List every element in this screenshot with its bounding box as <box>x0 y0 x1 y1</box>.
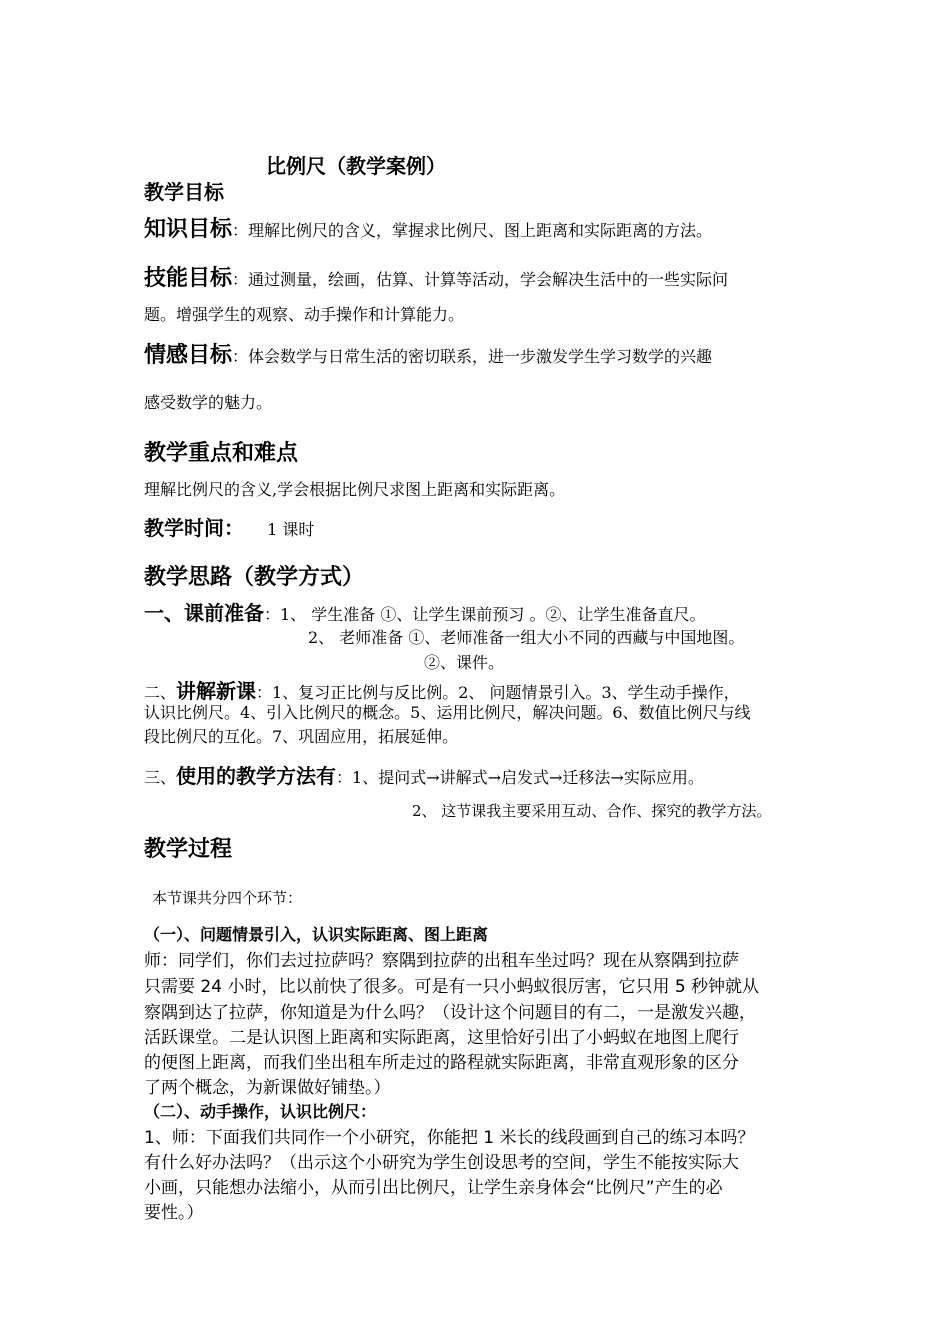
prep-line-2: 2、 老师准备 ①、老师准备一组大小不同的西藏与中国地图。 <box>308 628 745 647</box>
section-heading-process: 教学过程 <box>144 837 233 862</box>
process-intro: 本节课共分四个环节： <box>152 889 303 907</box>
emotion-goal-text: ：体会数学与日常生活的密切联系，进一步激发学生学习数学的兴趣 <box>232 347 713 366</box>
skill-goal-label: 技能目标 <box>144 266 233 291</box>
new-lesson-line-2: 认识比例尺。4、引入比例尺的概念。5、运用比例尺，解决问题。6、数值比例尺与线 <box>144 703 751 722</box>
section-heading-goals: 教学目标 <box>144 180 224 204</box>
emotion-goal-label: 情感目标 <box>144 343 233 368</box>
methods-label: 使用的教学方法有 <box>176 764 337 788</box>
prep-line-1 <box>144 597 705 626</box>
teaching-time <box>144 512 314 541</box>
methods-prefix: 三、 <box>144 768 177 787</box>
knowledge-goal <box>144 212 712 243</box>
skill-goal <box>144 261 728 292</box>
new-lesson-line-3: 段比例尺的互化。7、巩固应用，拓展延伸。 <box>144 727 459 746</box>
prep-line-3: ②、课件。 <box>424 653 505 672</box>
part2-line: 要性。） <box>144 1203 204 1223</box>
methods-line-1 <box>144 760 704 789</box>
methods-text-1: ：1、提问式→讲解式→启发式→迁移法→实际应用。 <box>336 768 704 787</box>
part1-line: 师：同学们，你们去过拉萨吗？察隅到拉萨的出租车坐过吗？现在从察隅到拉萨 <box>144 951 739 971</box>
page-title: 比例尺（教学案例） <box>266 154 446 178</box>
prep-text-1: ：1、 学生准备 ①、让学生课前预习 。②、让学生准备直尺。 <box>264 605 706 624</box>
part1-line: 只需要 24 小时，比以前快了很多。可是有一只小蚂蚁很厉害，它只用 5 秒钟就从 <box>144 977 760 997</box>
part1-line: 的便图上距离，而我们坐出租车所走过的路程就实际距离，非常直观形象的区分 <box>144 1053 739 1073</box>
knowledge-goal-text: ：理解比例尺的含义，掌握求比例尺、图上距离和实际距离的方法。 <box>232 221 713 240</box>
new-lesson-text-1: ：1、复习正比例与反比例。2、 问题情景引入。3、学生动手操作， <box>256 683 740 702</box>
teaching-time-label: 教学时间： <box>144 516 244 540</box>
emotion-goal <box>144 338 712 369</box>
part2-heading: （二）、动手操作，认识比例尺： <box>144 1102 377 1121</box>
key-points-text: 理解比例尺的含义,学会根据比例尺求图上距离和实际距离。 <box>144 480 566 499</box>
section-heading-key-points: 教学重点和难点 <box>144 441 299 466</box>
part1-heading: （一）、问题情景引入，认识实际距离、图上距离 <box>144 925 489 944</box>
knowledge-goal-label: 知识目标 <box>144 217 233 242</box>
new-lesson-prefix: 二、 <box>144 683 177 702</box>
skill-goal-text-cont: 题。增强学生的观察、动手操作和计算能力。 <box>144 305 465 324</box>
part2-line: 1、师：下面我们共同作一个小研究，你能把 1 米长的线段画到自己的练习本吗？ <box>144 1128 755 1148</box>
methods-line-2: 2、 这节课我主要采用互动、合作、探究的教学方法。 <box>412 802 772 820</box>
part1-line: 活跃课堂。二是认识图上距离和实际距离，这里恰好引出了小蚂蚁在地图上爬行 <box>144 1028 739 1048</box>
part1-line: 察隅到达了拉萨，你知道是为什么吗？（设计这个问题目的有二，一是激发兴趣， <box>144 1003 756 1023</box>
new-lesson-label: 讲解新课 <box>176 679 257 703</box>
emotion-goal-text-cont: 感受数学的魅力。 <box>144 393 273 412</box>
section-heading-approach: 教学思路（教学方式） <box>144 565 365 590</box>
part1-line: 了两个概念，为新课做好铺垫。） <box>144 1078 391 1098</box>
part2-line: 有什么好办法吗？（出示这个小研究为学生创设思考的空间，学生不能按实际大 <box>144 1153 739 1173</box>
skill-goal-text: ：通过测量，绘画，估算、计算等活动，学会解决生活中的一些实际问 <box>232 270 729 289</box>
part2-line: 小画，只能想办法缩小，从而引出比例尺，让学生亲身体会“比例尺”产生的必 <box>144 1178 723 1198</box>
prep-label: 一、课前准备 <box>144 601 264 625</box>
teaching-time-value: 1 课时 <box>267 520 315 539</box>
